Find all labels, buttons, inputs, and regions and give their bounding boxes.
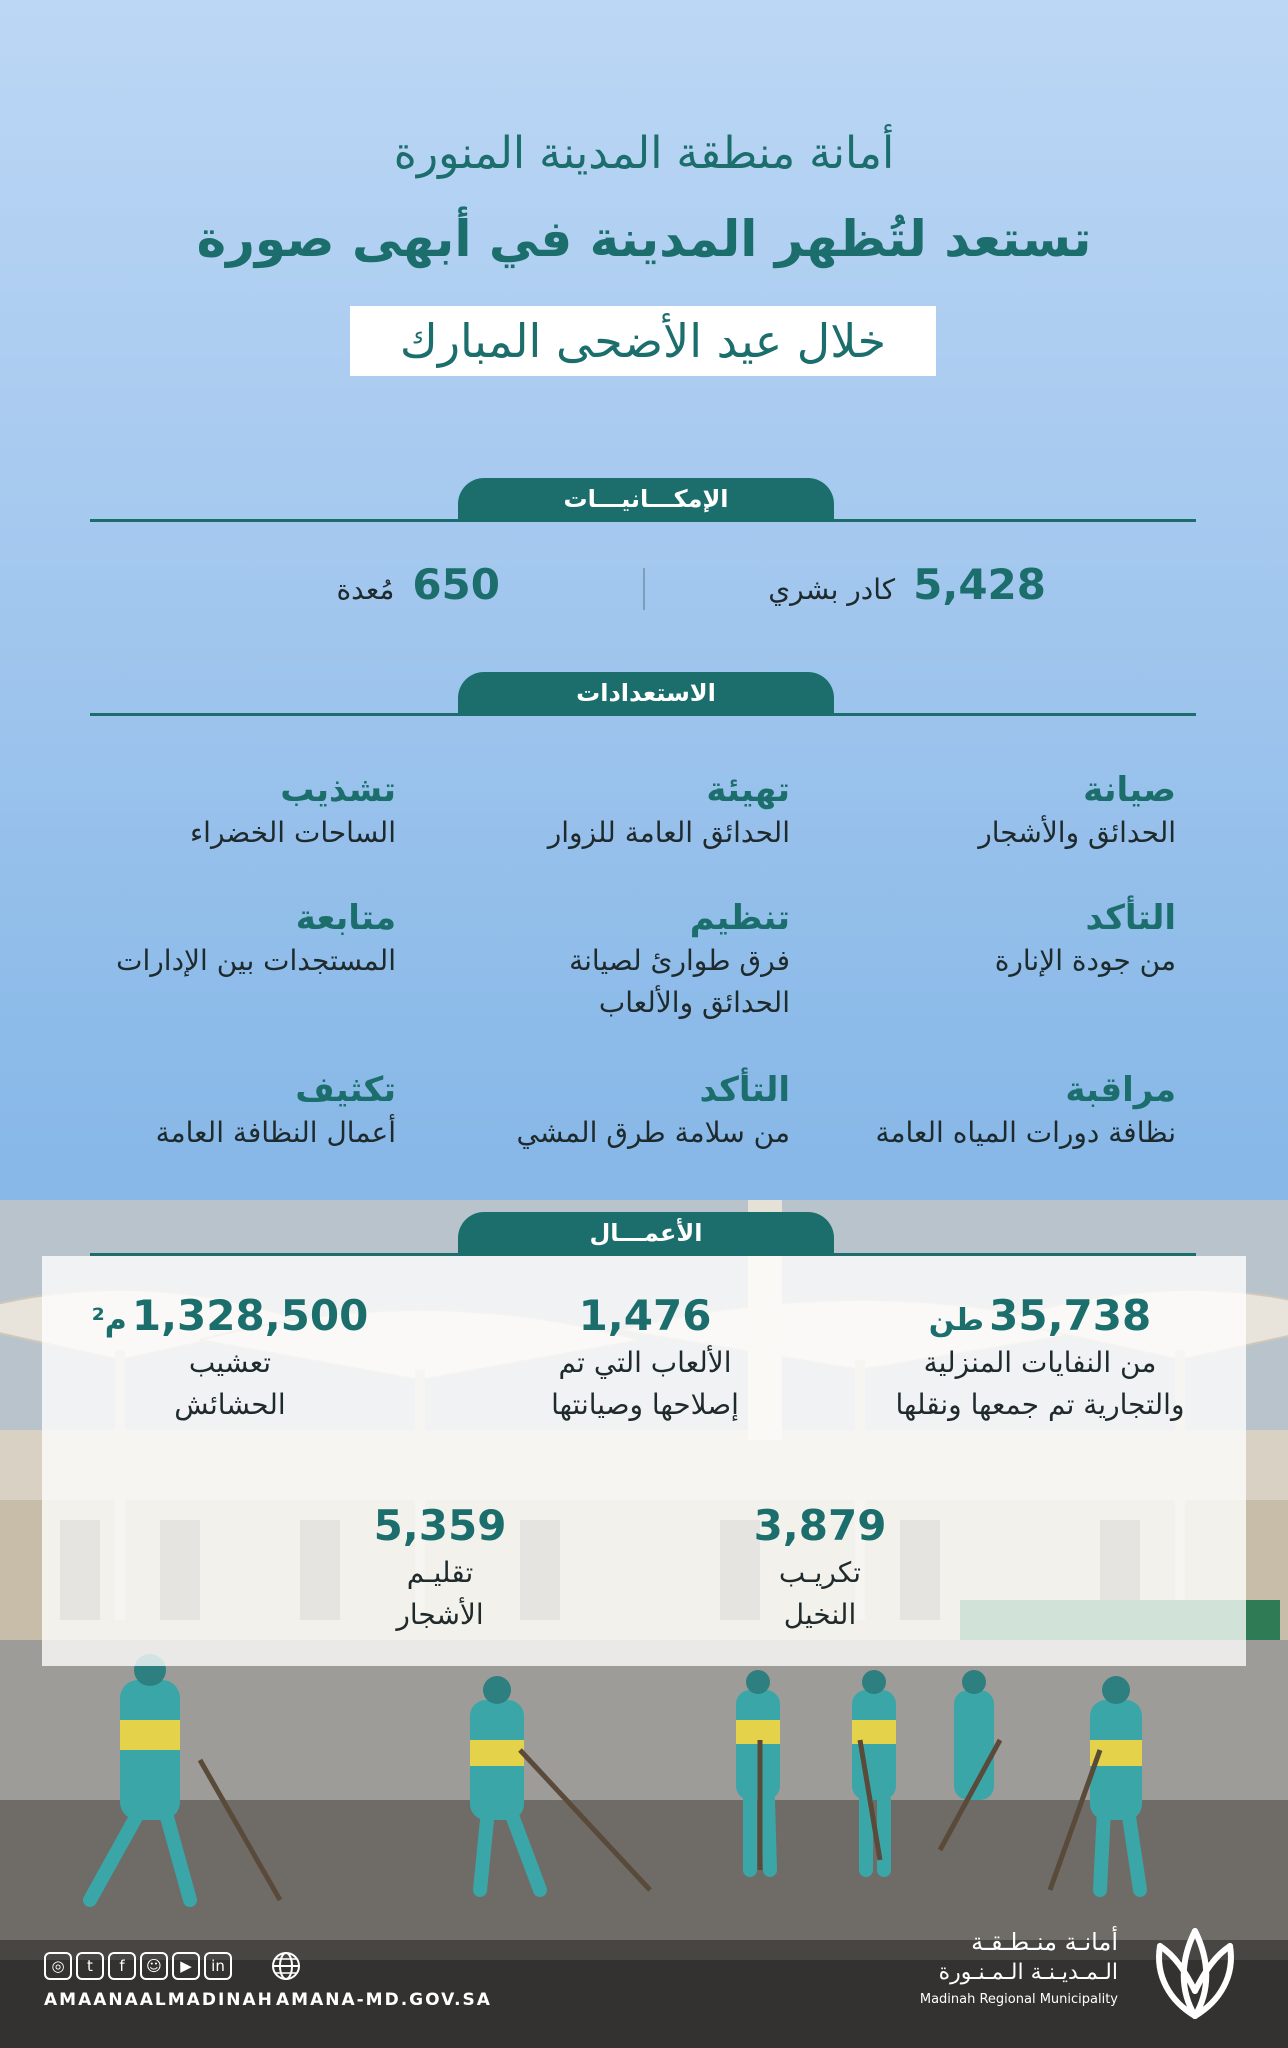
section-divider — [90, 519, 1196, 522]
prep-item-title: تنظيم — [689, 898, 790, 938]
snapchat-icon[interactable]: ☺ — [140, 1952, 168, 1980]
stat-equipment-label: مُعدة — [336, 573, 395, 606]
prep-item-desc: المستجدات بين الإدارات — [116, 944, 396, 977]
stat-staff — [768, 560, 1046, 609]
section-title-capabilities: الإمكـــانيـــات — [563, 485, 729, 513]
social-icons — [44, 1952, 232, 1980]
prep-item-title: تهيئة — [706, 770, 790, 810]
prep-item-desc: أعمال النظافة العامة — [155, 1116, 396, 1149]
stat-staff-value: 5,428 — [913, 560, 1046, 609]
globe-icon — [270, 1950, 302, 1982]
stat-divider — [643, 568, 645, 610]
stat-equipment — [336, 560, 500, 609]
stat-equipment-value: 650 — [412, 560, 500, 609]
social-handle[interactable]: AMAANAALMADINAH — [44, 1990, 274, 2010]
linkedin-icon[interactable]: in — [204, 1952, 232, 1980]
twitter-icon[interactable]: t — [76, 1952, 104, 1980]
work-stat — [480, 1290, 810, 1426]
header-line-3: خلال عيد الأضحى المبارك — [399, 314, 887, 368]
work-stat-value: 5,359 — [373, 1501, 507, 1550]
youtube-icon[interactable]: ▶ — [172, 1952, 200, 1980]
header-highlight-box — [350, 306, 936, 376]
work-stat-desc: تكريـب النخيل — [778, 1556, 862, 1631]
section-tab-works — [458, 1212, 834, 1254]
work-stat-unit: م² — [91, 1303, 127, 1338]
work-stat-desc: من النفايات المنزلية والتجارية تم جمعها ونقلها — [895, 1346, 1185, 1421]
prep-item-title: التأكد — [1085, 898, 1176, 938]
work-stat-value: 35,738 — [989, 1291, 1152, 1340]
prep-item-desc: الساحات الخضراء — [190, 816, 396, 849]
prep-item-title: متابعة — [295, 898, 396, 938]
work-stat-desc: تعشيب الحشائش — [174, 1346, 286, 1421]
work-stat-value: 3,879 — [753, 1501, 887, 1550]
section-divider — [90, 713, 1196, 716]
prep-item-desc: من سلامة طرق المشي — [516, 1116, 790, 1149]
prep-item-desc: من جودة الإنارة — [994, 944, 1176, 977]
prep-item — [36, 896, 396, 982]
prep-item — [430, 1068, 790, 1154]
section-title-preparations: الاستعدادات — [576, 679, 716, 707]
logo-text-ar-2: الـمـديـنـة الـمـنـورة — [938, 1960, 1118, 1985]
prep-item-title: تكثيف — [295, 1070, 396, 1110]
facebook-icon[interactable]: f — [108, 1952, 136, 1980]
prep-item — [36, 768, 396, 854]
prep-item — [816, 1068, 1176, 1154]
prep-item-title: التأكد — [699, 1070, 790, 1110]
prep-item-desc: نظافة دورات المياه العامة — [875, 1116, 1176, 1149]
prep-item-desc: فرق طوارئ لصيانة الحدائق والألعاب — [569, 944, 790, 1019]
section-tab-capabilities — [458, 478, 834, 520]
section-title-works: الأعمـــال — [589, 1219, 703, 1247]
logo-text-en: Madinah Regional Municipality — [919, 1992, 1118, 2007]
work-stat-value: 1,476 — [578, 1291, 712, 1340]
work-stat-desc: تقليـم الأشجار — [396, 1556, 484, 1631]
prep-item-title: تشذيب — [280, 770, 396, 810]
work-stat-value: 1,328,500 — [131, 1291, 369, 1340]
section-tab-preparations — [458, 672, 834, 714]
instagram-icon[interactable]: ◎ — [44, 1952, 72, 1980]
prep-item — [430, 896, 790, 1024]
prep-item-desc: الحدائق العامة للزوار — [547, 816, 790, 849]
work-stat — [340, 1500, 540, 1636]
prep-item — [816, 768, 1176, 854]
work-stat-unit: طن — [928, 1303, 985, 1338]
work-stat — [870, 1290, 1210, 1426]
header-line-1: أمانة منطقة المدينة المنورة — [393, 128, 895, 179]
work-stat — [720, 1500, 920, 1636]
header-line-2: تستعد لتُظهر المدينة في أبهى صورة — [196, 210, 1092, 268]
prep-item — [36, 1068, 396, 1154]
prep-item-title: مراقبة — [1065, 1070, 1176, 1110]
prep-item — [816, 896, 1176, 982]
municipality-logo-icon — [1140, 1916, 1250, 2026]
stat-staff-label: كادر بشري — [768, 573, 896, 606]
logo-text-ar-1: أمانـة منـطـقـة — [971, 1928, 1118, 1956]
prep-item — [430, 768, 790, 854]
work-stat-desc: الألعاب التي تم إصلاحها وصيانتها — [551, 1346, 739, 1421]
website-link[interactable]: AMANA-MD.GOV.SA — [276, 1990, 492, 2010]
work-stat — [60, 1290, 400, 1426]
section-divider — [90, 1253, 1196, 1256]
prep-item-title: صيانة — [1083, 770, 1176, 810]
prep-item-desc: الحدائق والأشجار — [978, 816, 1176, 849]
